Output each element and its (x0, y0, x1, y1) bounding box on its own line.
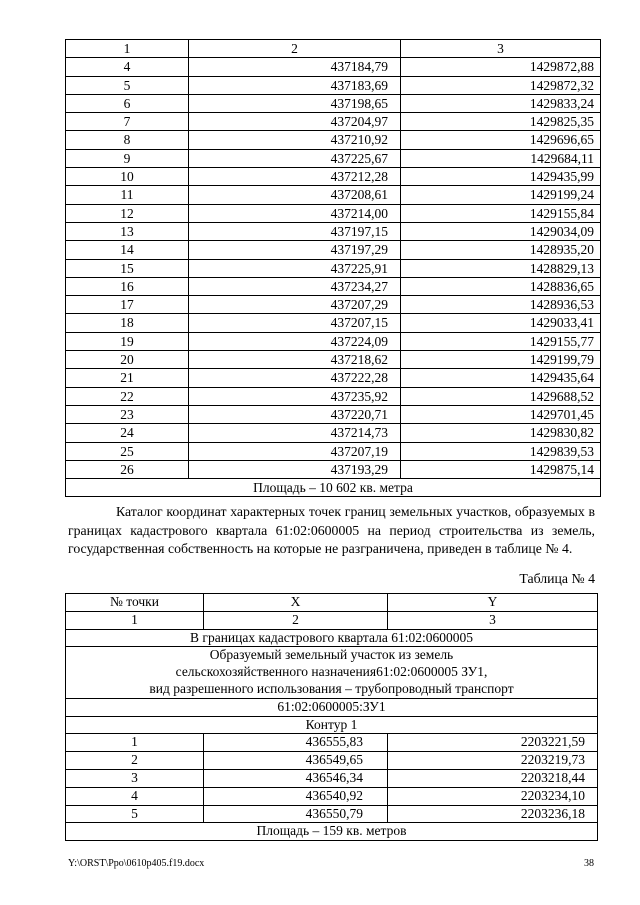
quarter-label: В границах кадастрового квартала 61:02:0600005 (66, 629, 598, 647)
y-value: 1429688,52 (401, 387, 601, 405)
table-row (66, 387, 601, 405)
y-value: 1429875,14 (401, 460, 601, 478)
x-value: 437210,92 (189, 131, 401, 149)
y-value: 1429199,79 (401, 351, 601, 369)
x-value: 437225,91 (189, 259, 401, 277)
point-number: 16 (66, 277, 189, 295)
x-value: 437214,00 (189, 204, 401, 222)
table-row (66, 168, 601, 186)
y-value: 1429034,09 (401, 222, 601, 240)
x-value: 437220,71 (189, 405, 401, 423)
x-value: 437208,61 (189, 186, 401, 204)
x-value: 437235,92 (189, 387, 401, 405)
table-row (66, 58, 601, 76)
parcel-description-row (66, 647, 598, 698)
x-value: 437197,29 (189, 241, 401, 259)
point-number: 23 (66, 405, 189, 423)
y-value: 1428829,13 (401, 259, 601, 277)
point-number: 20 (66, 351, 189, 369)
point-number: 9 (66, 149, 189, 167)
col-x-header: 2 (189, 40, 401, 58)
col-y-header: 3 (401, 40, 601, 58)
y-value: 1428935,20 (401, 241, 601, 259)
col-numbering-3: 3 (388, 611, 598, 629)
table-row (66, 186, 601, 204)
x-value: 437198,65 (189, 94, 401, 112)
point-number: 7 (66, 113, 189, 131)
y-value: 1429155,77 (401, 332, 601, 350)
y-value: 1429701,45 (401, 405, 601, 423)
table-row (66, 734, 598, 752)
table-row (66, 369, 601, 387)
point-number: 4 (66, 58, 189, 76)
y-value: 1429033,41 (401, 314, 601, 332)
y-value: 1429199,24 (401, 186, 601, 204)
x-value: 437193,29 (189, 460, 401, 478)
point-number: 26 (66, 460, 189, 478)
point-number: 19 (66, 332, 189, 350)
table-header-row (66, 40, 601, 58)
point-number: 11 (66, 186, 189, 204)
x-value: 437234,27 (189, 277, 401, 295)
catalog-paragraph-text: Каталог координат характерных точек границ земельных участков, образуемых в границах кадастрового квартала 61:02:0600005 на период строительства из земель, государственная собственность на которые не разграничена, приведен в таблице № 4. (68, 504, 595, 556)
point-number: 6 (66, 94, 189, 112)
table-header-row (66, 594, 598, 612)
parcel-line-3: вид разрешенного использования – трубопроводный транспорт (149, 680, 514, 696)
point-number: 15 (66, 259, 189, 277)
col-y-header: Y (388, 594, 598, 612)
table-row (66, 241, 601, 259)
y-value: 2203234,10 (388, 787, 598, 805)
point-number: 22 (66, 387, 189, 405)
y-value: 1429872,88 (401, 58, 601, 76)
table-row (66, 314, 601, 332)
table-row (66, 405, 601, 423)
x-value: 436550,79 (204, 805, 388, 823)
point-number: 4 (66, 787, 204, 805)
point-number: 2 (66, 752, 204, 770)
x-value: 437207,29 (189, 296, 401, 314)
parcel-line-1: Образуемый земельный участок из земель (209, 647, 454, 663)
parcel-description (66, 647, 598, 698)
y-value: 1428836,65 (401, 277, 601, 295)
col-numbering-2: 2 (204, 611, 388, 629)
x-value: 437207,19 (189, 442, 401, 460)
coordinates-table-continued (65, 39, 601, 497)
point-number: 24 (66, 424, 189, 442)
table-row (66, 332, 601, 350)
x-value: 437214,73 (189, 424, 401, 442)
table-row (66, 222, 601, 240)
area-total: Площадь – 159 кв. метров (66, 823, 598, 841)
x-value: 436540,92 (204, 787, 388, 805)
y-value: 1429435,64 (401, 369, 601, 387)
parcel-id: 61:02:0600005:ЗУ1 (66, 698, 598, 716)
table-row (66, 769, 598, 787)
col-numbering-1: 1 (66, 611, 204, 629)
y-value: 2203236,18 (388, 805, 598, 823)
table-row (66, 76, 601, 94)
x-value: 437222,28 (189, 369, 401, 387)
table-row (66, 460, 601, 478)
col-x-header: X (204, 594, 388, 612)
x-value: 437218,62 (189, 351, 401, 369)
area-total: Площадь – 10 602 кв. метра (66, 479, 601, 497)
y-value: 1429830,82 (401, 424, 601, 442)
x-value: 437225,67 (189, 149, 401, 167)
x-value: 437184,79 (189, 58, 401, 76)
point-number: 21 (66, 369, 189, 387)
x-value: 436546,34 (204, 769, 388, 787)
coordinates-table-4 (65, 593, 598, 841)
table-row (66, 149, 601, 167)
x-value: 436555,83 (204, 734, 388, 752)
table-row (66, 787, 598, 805)
table-row (66, 204, 601, 222)
x-value: 437197,15 (189, 222, 401, 240)
y-value: 1429872,32 (401, 76, 601, 94)
x-value: 437212,28 (189, 168, 401, 186)
table-row (66, 351, 601, 369)
x-value: 437183,69 (189, 76, 401, 94)
point-number: 12 (66, 204, 189, 222)
point-number: 8 (66, 131, 189, 149)
y-value: 1428936,53 (401, 296, 601, 314)
parcel-id-row (66, 698, 598, 716)
quarter-row (66, 629, 598, 647)
y-value: 2203219,73 (388, 752, 598, 770)
y-value: 1429825,35 (401, 113, 601, 131)
contour-label: Контур 1 (66, 716, 598, 734)
col-number-header: 1 (66, 40, 189, 58)
y-value: 2203221,59 (388, 734, 598, 752)
y-value: 1429155,84 (401, 204, 601, 222)
table-row (66, 752, 598, 770)
y-value: 1429833,24 (401, 94, 601, 112)
table-row (66, 805, 598, 823)
col-point-number-header: № точки (66, 594, 204, 612)
table-row (66, 277, 601, 295)
point-number: 5 (66, 76, 189, 94)
point-number: 3 (66, 769, 204, 787)
table-row (66, 442, 601, 460)
footer-file-path: Y:\ORST\Ppo\0610p405.f19.docx (68, 858, 205, 869)
point-number: 17 (66, 296, 189, 314)
point-number: 10 (66, 168, 189, 186)
table-row (66, 424, 601, 442)
table-row (66, 259, 601, 277)
y-value: 1429684,11 (401, 149, 601, 167)
parcel-line-2: сельскохозяйственного назначения61:02:0600005 ЗУ1, (175, 664, 488, 680)
point-number: 1 (66, 734, 204, 752)
catalog-paragraph (68, 503, 595, 559)
area-row (66, 823, 598, 841)
y-value: 1429839,53 (401, 442, 601, 460)
y-value: 1429435,99 (401, 168, 601, 186)
page-number: 38 (584, 858, 594, 869)
x-value: 436549,65 (204, 752, 388, 770)
x-value: 437204,97 (189, 113, 401, 131)
point-number: 5 (66, 805, 204, 823)
table-row (66, 113, 601, 131)
x-value: 437207,15 (189, 314, 401, 332)
x-value: 437224,09 (189, 332, 401, 350)
area-row (66, 479, 601, 497)
point-number: 14 (66, 241, 189, 259)
point-number: 18 (66, 314, 189, 332)
table-caption: Таблица № 4 (519, 571, 595, 586)
y-value: 1429696,65 (401, 131, 601, 149)
column-numbering-row (66, 611, 598, 629)
contour-row (66, 716, 598, 734)
point-number: 25 (66, 442, 189, 460)
table-row (66, 131, 601, 149)
table-row (66, 296, 601, 314)
y-value: 2203218,44 (388, 769, 598, 787)
table-row (66, 94, 601, 112)
point-number: 13 (66, 222, 189, 240)
